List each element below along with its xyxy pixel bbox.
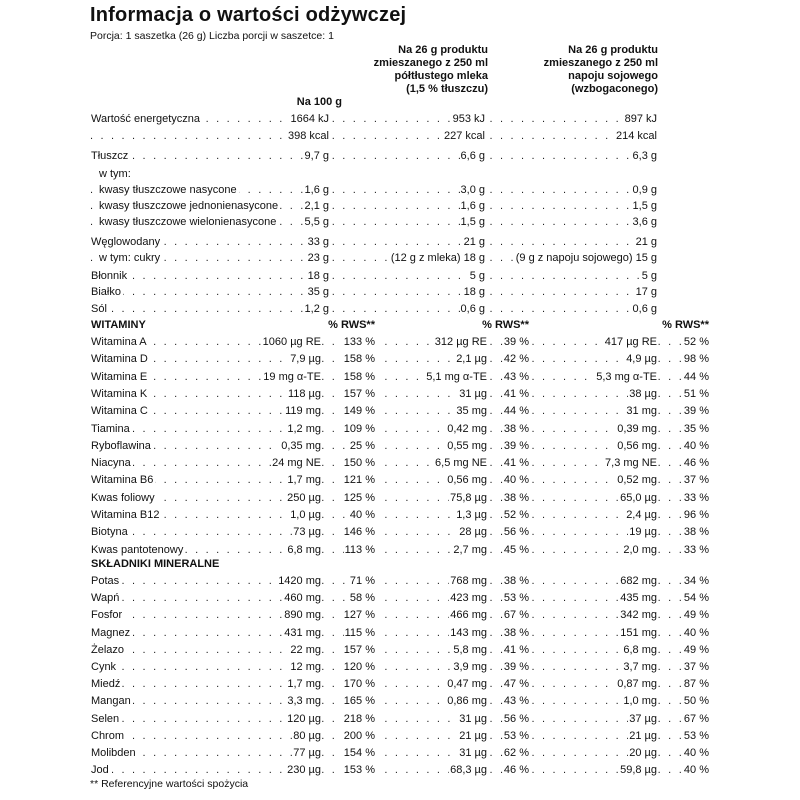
row-label: Kwas pantotenowy — [90, 542, 185, 559]
value-with-soy: 151 mg — [619, 625, 658, 642]
dot-leader — [90, 711, 688, 728]
dot-leader — [90, 148, 658, 165]
dot-leader — [90, 607, 688, 624]
row-label: Witamina E — [90, 369, 149, 386]
row-label: Białko — [90, 284, 123, 301]
rws-per-100g: 154 % — [343, 745, 376, 762]
value-per-100g: 2,1 g — [304, 198, 330, 215]
table-row — [90, 334, 710, 351]
value-with-soy: 897 kJ — [624, 111, 658, 128]
value-with-soy: 214 kcal — [615, 128, 658, 145]
rws-per-100g: 71 % — [349, 573, 376, 590]
value-with-milk: 227 kcal — [443, 128, 486, 145]
rws-per-100g: 25 % — [349, 438, 376, 455]
value-with-soy: 1,0 mg — [622, 693, 658, 710]
rws-with-milk: 53 % — [503, 590, 530, 607]
value-with-milk: 0,56 mg — [446, 472, 488, 489]
rws-with-milk: 40 % — [503, 472, 530, 489]
value-per-100g: 9,7 g — [304, 148, 330, 165]
table-row — [90, 524, 710, 541]
row-label: kwasy tłuszczowe nasycone — [98, 182, 239, 199]
rws-with-milk: 41 % — [503, 386, 530, 403]
dot-leader — [90, 625, 688, 642]
value-with-soy: 0,9 g — [632, 182, 658, 199]
table-row — [90, 128, 710, 145]
rws-per-100g: 165 % — [343, 693, 376, 710]
value-with-milk: 466 mg — [449, 607, 488, 624]
dot-leader — [90, 524, 688, 541]
column-header-with-milk: Na 26 g produktu zmieszanego z 250 ml półtłustego mleka (1,5 % tłuszczu) — [373, 44, 488, 95]
value-per-100g: 23 g — [307, 250, 330, 267]
row-label: Kwas foliowy — [90, 490, 157, 507]
row-label: Molibden — [90, 745, 138, 762]
table-row — [90, 762, 710, 779]
rws-with-soy: 67 % — [683, 711, 710, 728]
value-with-soy: (9 g z napoju sojowego) 15 g — [515, 250, 658, 267]
rws-per-100g: 170 % — [343, 676, 376, 693]
row-label: Tiamina — [90, 421, 132, 438]
value-with-milk: 28 µg — [458, 524, 488, 541]
row-label: Potas — [90, 573, 121, 590]
value-with-soy: 37 µg — [628, 711, 658, 728]
table-row — [90, 250, 710, 267]
serving-info: Porcja: 1 saszetka (26 g) Liczba porcji w saszetce: 1 — [90, 30, 334, 42]
value-with-soy: 65,0 µg — [619, 490, 658, 507]
value-per-100g: 1664 kJ — [289, 111, 330, 128]
dot-leader — [90, 421, 688, 438]
value-with-soy: 682 mg — [619, 573, 658, 590]
rws-with-milk: 56 % — [503, 711, 530, 728]
rws-per-100g: 115 % — [344, 625, 376, 642]
dot-leader — [90, 268, 658, 285]
value-with-milk: 1,5 g — [460, 214, 486, 231]
table-row — [90, 214, 710, 231]
value-with-soy: 0,56 mg — [616, 438, 658, 455]
rws-per-100g: 157 % — [343, 642, 376, 659]
section-heading: WITAMINY — [90, 317, 148, 334]
table-row — [90, 166, 710, 183]
value-per-100g: 119 mg — [284, 403, 322, 420]
table-row — [90, 268, 710, 285]
value-per-100g: 1,0 µg — [289, 507, 322, 524]
rws-with-milk: 47 % — [503, 676, 530, 693]
rws-with-soy: 37 % — [683, 472, 710, 489]
dot-leader — [90, 301, 658, 318]
row-label: Żelazo — [90, 642, 126, 659]
dot-leader — [90, 284, 658, 301]
value-per-100g: 80 µg — [292, 728, 322, 745]
rws-per-100g: 200 % — [343, 728, 376, 745]
rws-per-100g: 121 % — [343, 472, 376, 489]
value-with-milk: 1,3 µg — [455, 507, 488, 524]
value-per-100g: 18 g — [307, 268, 330, 285]
value-with-milk: 768 mg — [449, 573, 488, 590]
row-label: Witamina B12 — [90, 507, 161, 524]
value-with-milk: 0,86 mg — [446, 693, 488, 710]
rws-per-100g: 150 % — [343, 455, 376, 472]
rws-with-milk: 39 % — [503, 334, 530, 351]
rws-with-milk: 38 % — [503, 490, 530, 507]
table-row — [90, 317, 710, 334]
value-with-milk: (12 g z mleka) 18 g — [390, 250, 486, 267]
value-with-milk: 143 mg — [449, 625, 488, 642]
rws-with-soy: 54 % — [683, 590, 710, 607]
value-with-soy: 7,3 mg NE — [604, 455, 658, 472]
value-with-soy: 17 g — [635, 284, 658, 301]
value-per-100g: 120 µg — [286, 711, 322, 728]
rws-with-milk: 41 % — [503, 642, 530, 659]
value-with-milk: 21 g — [463, 234, 486, 251]
value-per-100g: 118 µg — [287, 386, 322, 403]
value-with-soy: 0,52 mg — [616, 472, 658, 489]
rws-per-100g: 120 % — [343, 659, 376, 676]
value-per-100g: 890 mg — [283, 607, 322, 624]
dot-leader — [90, 728, 688, 745]
table-row — [90, 642, 710, 659]
dot-leader — [90, 573, 688, 590]
value-with-soy: 19 µg — [628, 524, 658, 541]
value-with-soy: 435 mg — [619, 590, 658, 607]
rws-with-milk: 45 % — [503, 542, 530, 559]
row-label: Fosfor — [90, 607, 124, 624]
rws-per-100g: 109 % — [343, 421, 376, 438]
rws-with-milk: 42 % — [503, 351, 530, 368]
row-label: Wapń — [90, 590, 121, 607]
rws-with-soy: 37 % — [683, 659, 710, 676]
table-row — [90, 351, 710, 368]
column-header-with-soy: Na 26 g produktu zmieszanego z 250 ml napoju sojowego (wzbogaconego) — [543, 44, 658, 95]
rws-with-soy: 33 % — [683, 490, 710, 507]
rws-with-soy: 87 % — [683, 676, 710, 693]
row-label: Magnez — [90, 625, 132, 642]
value-per-100g: 1,6 g — [304, 182, 330, 199]
table-row — [90, 659, 710, 676]
value-per-100g: 460 mg — [283, 590, 322, 607]
value-per-100g: 3,3 mg — [286, 693, 322, 710]
value-per-100g: 73 µg — [292, 524, 322, 541]
section-heading: SKŁADNIKI MINERALNE — [90, 556, 221, 573]
value-per-100g: 77 µg — [292, 745, 322, 762]
table-row — [90, 369, 710, 386]
value-with-milk: 0,42 mg — [446, 421, 488, 438]
rws-with-milk: 62 % — [503, 745, 530, 762]
table-row — [90, 590, 710, 607]
value-with-soy: 31 mg — [625, 403, 658, 420]
dot-leader — [90, 386, 688, 403]
table-row — [90, 438, 710, 455]
table-row — [90, 745, 710, 762]
table-row — [90, 573, 710, 590]
value-per-100g: 1060 µg RE — [262, 334, 322, 351]
table-row — [90, 607, 710, 624]
value-with-milk: 312 µg RE — [434, 334, 488, 351]
dot-leader — [90, 472, 688, 489]
page-title: Informacja o wartości odżywczej — [90, 4, 407, 26]
value-with-soy: 3,7 mg — [622, 659, 658, 676]
table-row — [90, 728, 710, 745]
value-per-100g: 230 µg — [286, 762, 322, 779]
row-label: w tym: cukry — [98, 250, 162, 267]
row-label: Witamina C — [90, 403, 150, 420]
rws-per-100g: 218 % — [343, 711, 376, 728]
value-with-soy: 5 g — [641, 268, 658, 285]
row-label: Mangan — [90, 693, 133, 710]
row-label: Cynk — [90, 659, 118, 676]
rws-with-soy: 40 % — [683, 745, 710, 762]
value-with-soy: 4,9 µg — [625, 351, 658, 368]
rws-with-soy: 98 % — [683, 351, 710, 368]
rws-per-100g: 127 % — [343, 607, 376, 624]
rws-with-soy: 40 % — [683, 762, 710, 779]
rws-with-soy: 96 % — [683, 507, 710, 524]
rws-with-milk: 38 % — [503, 573, 530, 590]
rws-with-soy: 35 % — [683, 421, 710, 438]
table-row — [90, 625, 710, 642]
value-with-soy: 6,3 g — [632, 148, 658, 165]
column-header-per-100g: Na 100 g — [296, 96, 342, 108]
value-with-milk: 6,6 g — [460, 148, 486, 165]
rws-header: % RWS** — [661, 317, 710, 334]
table-row — [90, 711, 710, 728]
table-row — [90, 556, 710, 573]
rws-with-soy: 52 % — [683, 334, 710, 351]
rws-with-milk: 56 % — [503, 524, 530, 541]
rws-with-milk: 38 % — [503, 421, 530, 438]
value-with-milk: 953 kJ — [452, 111, 486, 128]
value-per-100g: 22 mg — [289, 642, 322, 659]
value-with-soy: 0,87 mg — [616, 676, 658, 693]
value-with-milk: 1,6 g — [460, 198, 486, 215]
table-row — [90, 472, 710, 489]
rws-with-soy: 53 % — [683, 728, 710, 745]
table-row — [90, 455, 710, 472]
value-with-milk: 6,5 mg NE — [434, 455, 488, 472]
dot-leader — [90, 334, 688, 351]
value-per-100g: 0,35 mg — [280, 438, 322, 455]
table-row — [90, 403, 710, 420]
table-row — [90, 386, 710, 403]
rws-with-milk: 46 % — [503, 762, 530, 779]
rws-with-milk: 39 % — [503, 659, 530, 676]
value-with-soy: 38 µg — [628, 386, 658, 403]
value-per-100g: 35 g — [307, 284, 330, 301]
value-with-milk: 5 g — [469, 268, 486, 285]
dot-leader — [90, 676, 688, 693]
rws-header: % RWS** — [481, 317, 530, 334]
value-with-milk: 0,55 mg — [446, 438, 488, 455]
rws-per-100g: 153 % — [343, 762, 376, 779]
rws-with-milk: 52 % — [503, 507, 530, 524]
row-label: Witamina B6 — [90, 472, 155, 489]
value-with-milk: 0,47 mg — [446, 676, 488, 693]
value-per-100g: 1,7 mg — [286, 472, 322, 489]
rws-header: % RWS** — [327, 317, 376, 334]
value-with-milk: 3,9 mg — [452, 659, 488, 676]
rws-with-milk: 41 % — [503, 455, 530, 472]
dot-leader — [90, 507, 688, 524]
value-with-soy: 2,0 mg — [622, 542, 658, 559]
rws-per-100g: 158 % — [343, 351, 376, 368]
rws-with-soy: 39 % — [683, 403, 710, 420]
rws-with-soy: 40 % — [683, 625, 710, 642]
rws-with-milk: 44 % — [503, 403, 530, 420]
value-with-milk: 3,0 g — [460, 182, 486, 199]
row-label: kwasy tłuszczowe wielonienasycone — [98, 214, 278, 231]
rws-per-100g: 113 % — [344, 542, 376, 559]
value-with-milk: 21 µg — [458, 728, 488, 745]
rws-with-soy: 40 % — [683, 438, 710, 455]
value-with-milk: 68,3 µg — [449, 762, 488, 779]
rws-per-100g: 58 % — [349, 590, 376, 607]
row-label: Chrom — [90, 728, 126, 745]
row-label: Błonnik — [90, 268, 129, 285]
row-label: kwasy tłuszczowe jednonienasycone — [98, 198, 280, 215]
row-label: Węglowodany — [90, 234, 162, 251]
rws-with-soy: 34 % — [683, 573, 710, 590]
value-per-100g: 5,5 g — [304, 214, 330, 231]
value-with-soy: 0,39 mg — [616, 421, 658, 438]
value-per-100g: 33 g — [307, 234, 330, 251]
value-per-100g: 1,2 mg — [286, 421, 322, 438]
rws-with-milk: 39 % — [503, 438, 530, 455]
row-label: Jod — [90, 762, 111, 779]
rws-with-soy: 33 % — [683, 542, 710, 559]
table-row — [90, 421, 710, 438]
rws-per-100g: 146 % — [343, 524, 376, 541]
dot-leader — [90, 351, 688, 368]
value-per-100g: 1,7 mg — [286, 676, 322, 693]
value-with-milk: 0,6 g — [460, 301, 486, 318]
value-per-100g: 1420 mg — [277, 573, 322, 590]
value-with-soy: 2,4 µg — [625, 507, 658, 524]
rws-with-soy: 49 % — [683, 607, 710, 624]
value-per-100g: 19 mg α-TE — [262, 369, 322, 386]
value-with-soy: 21 g — [635, 234, 658, 251]
value-with-milk: 5,1 mg α-TE — [425, 369, 488, 386]
value-with-soy: 1,5 g — [632, 198, 658, 215]
value-with-soy: 20 µg — [628, 745, 658, 762]
footnote: ** Referencyjne wartości spożycia — [90, 778, 249, 790]
rws-per-100g: 125 % — [343, 490, 376, 507]
rws-per-100g: 157 % — [343, 386, 376, 403]
rws-per-100g: 40 % — [349, 507, 376, 524]
value-with-milk: 31 µg — [458, 745, 488, 762]
rws-with-milk: 38 % — [503, 625, 530, 642]
table-row — [90, 148, 710, 165]
dot-leader — [90, 762, 688, 779]
value-with-milk: 18 g — [463, 284, 486, 301]
table-row — [90, 490, 710, 507]
row-label: Niacyna — [90, 455, 133, 472]
value-with-milk: 75,8 µg — [449, 490, 488, 507]
table-row — [90, 301, 710, 318]
value-per-100g: 431 mg — [283, 625, 322, 642]
value-with-milk: 31 µg — [458, 711, 488, 728]
table-row — [90, 693, 710, 710]
rws-with-soy: 51 % — [683, 386, 710, 403]
dot-leader — [90, 642, 688, 659]
table-row — [90, 676, 710, 693]
dot-leader — [90, 234, 658, 251]
value-per-100g: 6,8 mg — [286, 542, 322, 559]
value-with-milk: 5,8 mg — [452, 642, 488, 659]
value-per-100g: 1,2 g — [304, 301, 330, 318]
dot-leader — [90, 745, 688, 762]
value-with-milk: 2,7 mg — [452, 542, 488, 559]
value-with-soy: 417 µg RE — [604, 334, 658, 351]
table-row — [90, 111, 710, 128]
value-with-milk: 2,1 µg — [455, 351, 488, 368]
rws-per-100g: 133 % — [343, 334, 376, 351]
row-label: Wartość energetyczna — [90, 111, 202, 128]
row-label: Miedź — [90, 676, 122, 693]
row-label: Witamina D — [90, 351, 150, 368]
rws-with-soy: 38 % — [683, 524, 710, 541]
row-label: w tym: — [98, 166, 133, 183]
dot-leader — [90, 403, 688, 420]
rws-per-100g: 149 % — [343, 403, 376, 420]
table-row — [90, 182, 710, 199]
dot-leader — [90, 693, 688, 710]
row-label: Witamina K — [90, 386, 149, 403]
table-row — [90, 507, 710, 524]
row-label: Sól — [90, 301, 109, 318]
value-per-100g: 12 mg — [289, 659, 322, 676]
value-with-soy: 6,8 mg — [622, 642, 658, 659]
value-with-soy: 21 µg — [628, 728, 658, 745]
table-row — [90, 198, 710, 215]
dot-leader — [90, 455, 688, 472]
rws-with-milk: 67 % — [503, 607, 530, 624]
table-row — [90, 284, 710, 301]
value-with-milk: 423 mg — [449, 590, 488, 607]
row-label: Tłuszcz — [90, 148, 130, 165]
row-label: Witamina A — [90, 334, 149, 351]
rws-with-soy: 50 % — [683, 693, 710, 710]
rws-with-milk: 53 % — [503, 728, 530, 745]
rws-with-soy: 49 % — [683, 642, 710, 659]
value-per-100g: 7,9 µg — [289, 351, 322, 368]
value-with-soy: 59,8 µg — [619, 762, 658, 779]
value-per-100g: 398 kcal — [287, 128, 330, 145]
dot-leader — [90, 659, 688, 676]
dot-leader — [90, 438, 688, 455]
rws-with-milk: 43 % — [503, 693, 530, 710]
dot-leader — [90, 128, 658, 145]
dot-leader — [90, 590, 688, 607]
table-row — [90, 234, 710, 251]
value-with-soy: 5,3 mg α-TE — [595, 369, 658, 386]
row-label: Selen — [90, 711, 121, 728]
value-per-100g: 250 µg — [286, 490, 322, 507]
rws-with-soy: 44 % — [683, 369, 710, 386]
value-with-milk: 35 mg — [455, 403, 488, 420]
row-label: Ryboflawina — [90, 438, 153, 455]
value-with-soy: 342 mg — [619, 607, 658, 624]
rws-with-soy: 46 % — [683, 455, 710, 472]
rws-with-milk: 43 % — [503, 369, 530, 386]
value-with-soy: 3,6 g — [632, 214, 658, 231]
dot-leader — [90, 490, 688, 507]
value-with-soy: 0,6 g — [632, 301, 658, 318]
value-with-milk: 31 µg — [458, 386, 488, 403]
row-label: Biotyna — [90, 524, 130, 541]
rws-per-100g: 158 % — [343, 369, 376, 386]
value-per-100g: 24 mg NE — [271, 455, 322, 472]
